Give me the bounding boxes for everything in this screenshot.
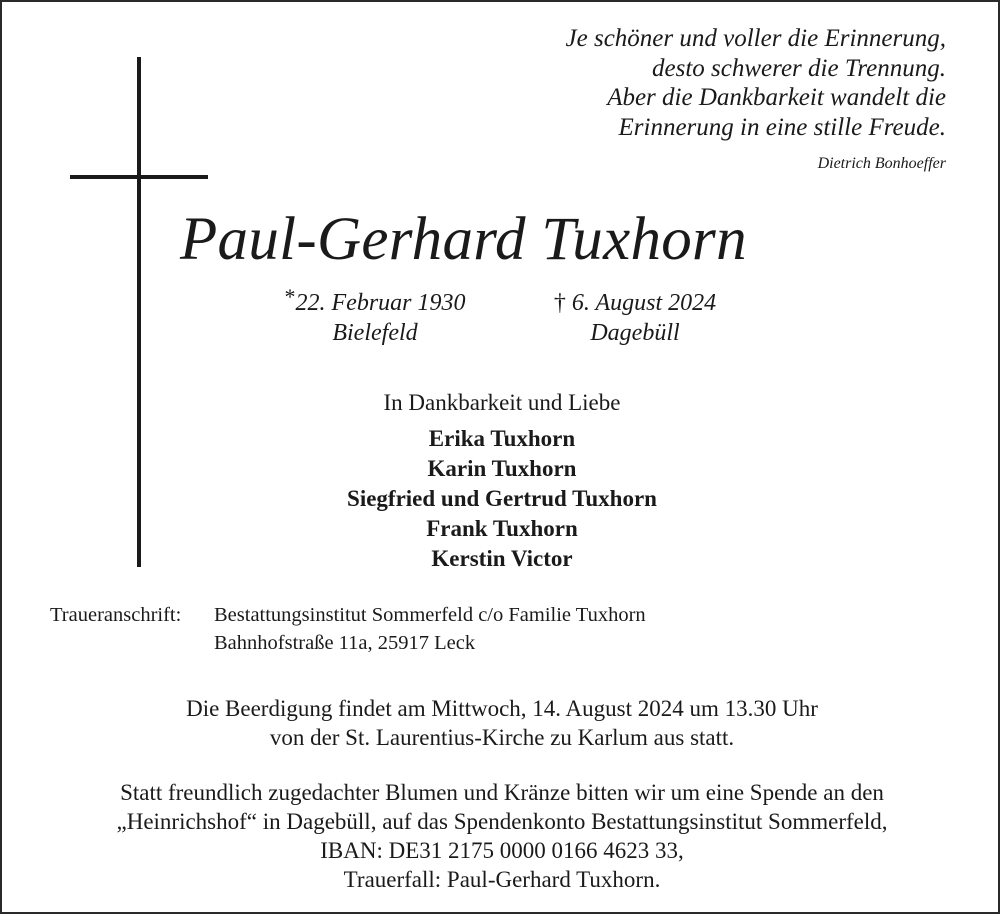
donation-line: IBAN: DE31 2175 0000 0166 4623 33, (320, 838, 684, 863)
birth-date: 22. Februar 1930 (295, 290, 466, 316)
address-label: Traueranschrift: (50, 604, 182, 626)
donation-line: „Heinrichshof“ in Dagebüll, auf das Spendenkonto Bestattungsinstitut Sommerfeld, (116, 809, 888, 834)
quote (566, 24, 946, 142)
birth-star-icon: * (284, 284, 296, 309)
quote-line: Aber die Dankbarkeit wandelt die (607, 84, 946, 111)
address-line-2: Bahnhofstraße 11a, 25917 Leck (214, 632, 476, 654)
cross-horizontal-bar (70, 175, 208, 179)
donation-line: Trauerfall: Paul-Gerhard Tuxhorn. (343, 867, 661, 892)
death-date-line (532, 288, 738, 318)
quote-line: Je schöner und voller die Erinnerung, (565, 25, 946, 52)
donation-info (2, 778, 1000, 894)
funeral-line: Die Beerdigung findet am Mittwoch, 14. August 2024 um 13.30 Uhr (186, 696, 818, 721)
donation-line: Statt freundlich zugedachter Blumen und Kränze bitten wir um eine Spende an den (120, 780, 884, 805)
mourner-name: Erika Tuxhorn (428, 426, 576, 451)
deceased-name: Paul-Gerhard Tuxhorn (180, 206, 747, 273)
birth-info (270, 284, 480, 348)
cross-vertical-bar (137, 57, 141, 567)
death-info (532, 288, 738, 348)
quote-author: Dietrich Bonhoeffer (817, 155, 946, 172)
funeral-info (2, 694, 1000, 752)
birth-place: Bielefeld (332, 320, 418, 346)
mourners-intro: In Dankbarkeit und Liebe (383, 390, 621, 415)
mourner-name: Karin Tuxhorn (427, 456, 577, 481)
mourner-name: Siegfried und Gertrud Tuxhorn (347, 486, 657, 511)
birth-date-line (270, 284, 480, 318)
quote-line: desto schwerer die Trennung. (652, 54, 946, 82)
mourner-name: Kerstin Victor (431, 546, 573, 571)
mourner-name: Frank Tuxhorn (426, 516, 578, 541)
address-line-1: Bestattungsinstitut Sommerfeld c/o Familie Tuxhorn (214, 604, 646, 626)
death-dagger-icon: † (553, 290, 566, 316)
quote-line: Erinnerung in eine stille Freude. (618, 113, 946, 141)
funeral-line: von der St. Laurentius-Kirche zu Karlum aus statt. (269, 725, 735, 750)
mourners-list (262, 424, 742, 574)
death-place: Dagebüll (590, 320, 680, 346)
death-date: 6. August 2024 (571, 290, 717, 316)
